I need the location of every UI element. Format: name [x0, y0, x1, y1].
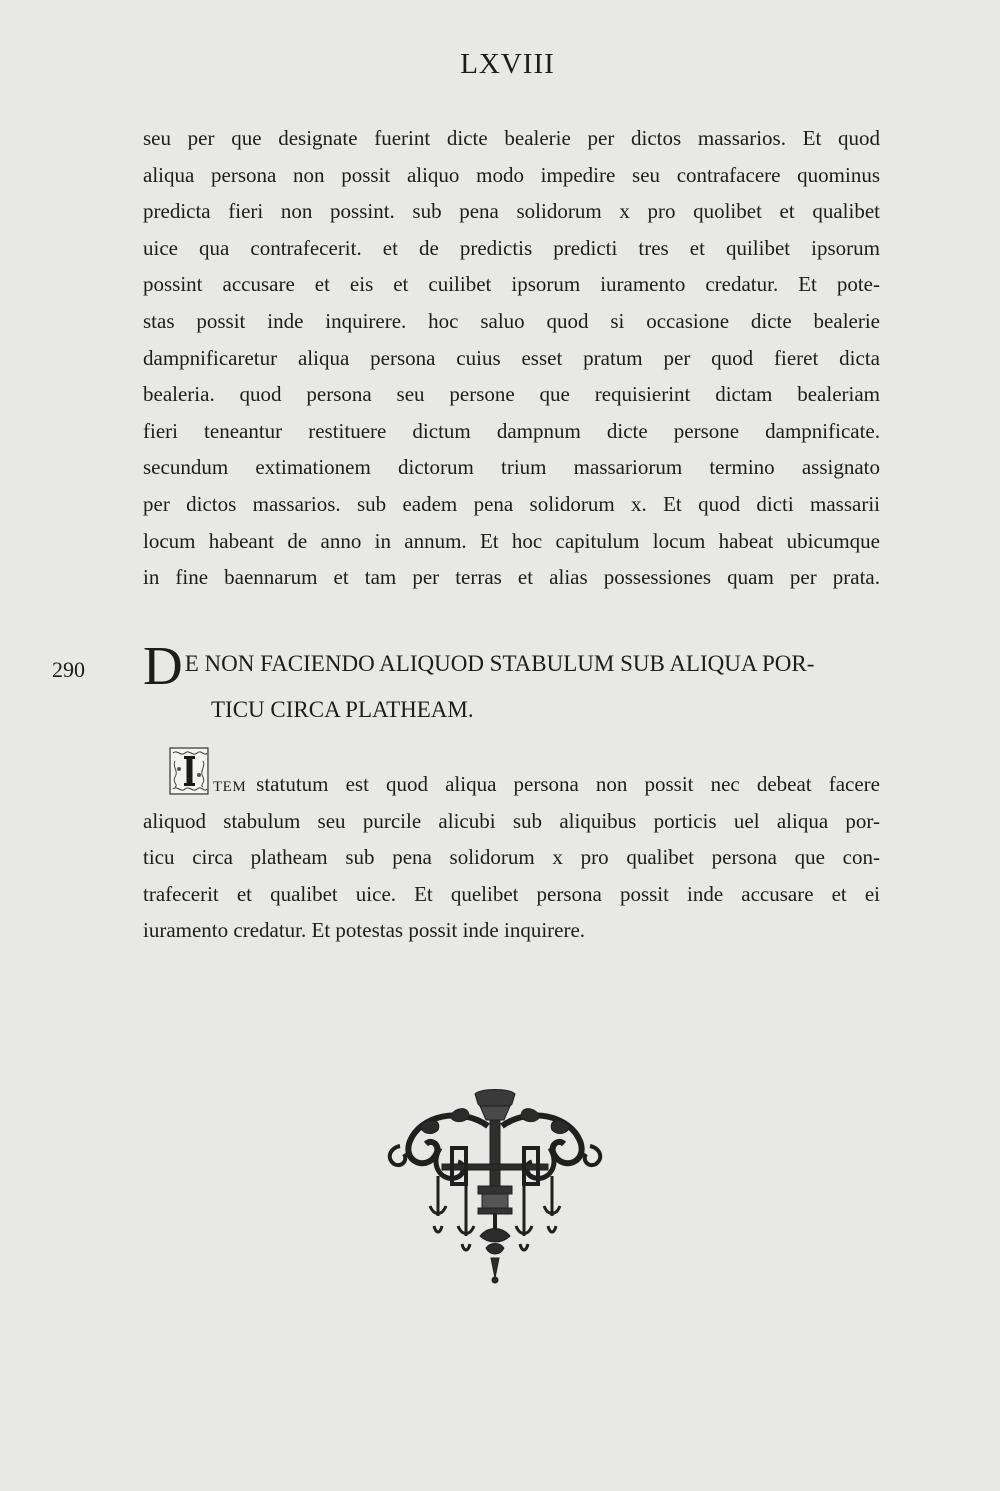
text-line: in fine baennarum et tam per terras et alias possessiones quam per prata. — [143, 565, 880, 590]
text-line: aliqua persona non possit aliquo modo impedire seu contrafacere quominus — [143, 162, 880, 187]
text-line: seu per que designate fuerint dicte bealerie per dictos massarios. Et quod — [143, 126, 880, 150]
text-line: per dictos massarios. sub eadem pena solidorum x. Et quod dicti massarii — [143, 491, 880, 516]
section-heading — [143, 636, 883, 728]
first-line-text: statutum est quod aliqua persona non possit nec debeat facere — [256, 772, 880, 796]
section-heading-line-2: TICU CIRCA PLATHEAM. — [211, 697, 474, 722]
section-heading-line-1 — [143, 635, 883, 696]
paragraph-continuation — [143, 120, 880, 596]
text-line-first — [143, 766, 880, 803]
text-line: predicta fieri non possint. sub pena solidorum x pro quolibet et qualibet — [143, 199, 880, 224]
text-line: fieri teneantur restituere dictum dampnum dicte persone dampnificate. — [143, 418, 880, 443]
text-line: ticu circa platheam sub pena solidorum x pro qualibet persona que con- — [143, 845, 880, 870]
text-line: locum habeant de anno in annum. Et hoc capitulum locum habeat ubicumque — [143, 528, 880, 553]
section-margin-number: 290 — [52, 657, 85, 682]
page-number: LXVIII — [460, 48, 555, 80]
text-line: uice qua contrafecerit. et de predictis predicti tres et quilibet ipsorum — [143, 235, 880, 260]
text-line: aliquod stabulum seu purcile alicubi sub aliquibus porticis uel aliqua por- — [143, 808, 880, 833]
text-line: bealeria. quod persona seu persone que requisierint dictam bealeriam — [143, 382, 880, 407]
heading-text-1: E NON FACIENDO ALIQUOD STABULUM SUB ALIQUA POR- — [184, 651, 815, 676]
text-line: stas possit inde inquirere. hoc saluo quod si occasione dicte bealerie — [143, 308, 880, 333]
heading-initial: D — [143, 635, 183, 696]
text-line: iuramento credatur. Et potestas possit inde inquirere. — [143, 918, 586, 943]
text-line: trafecerit et qualibet uice. Et quelibet persona possit inde accusare et ei — [143, 881, 880, 906]
floral-tailpiece-ornament-icon — [380, 1086, 610, 1286]
text-line: dampnificaretur aliqua persona cuius esset pratum per quod fieret dicta — [143, 345, 880, 370]
text-line: secundum extimationem dictorum trium massariorum termino assignato — [143, 455, 880, 480]
first-word-smallcaps: TEM — [213, 779, 247, 795]
section-body — [143, 766, 880, 949]
text-line: possint accusare et eis et cuilibet ipsorum iuramento credatur. Et pote- — [143, 272, 880, 297]
